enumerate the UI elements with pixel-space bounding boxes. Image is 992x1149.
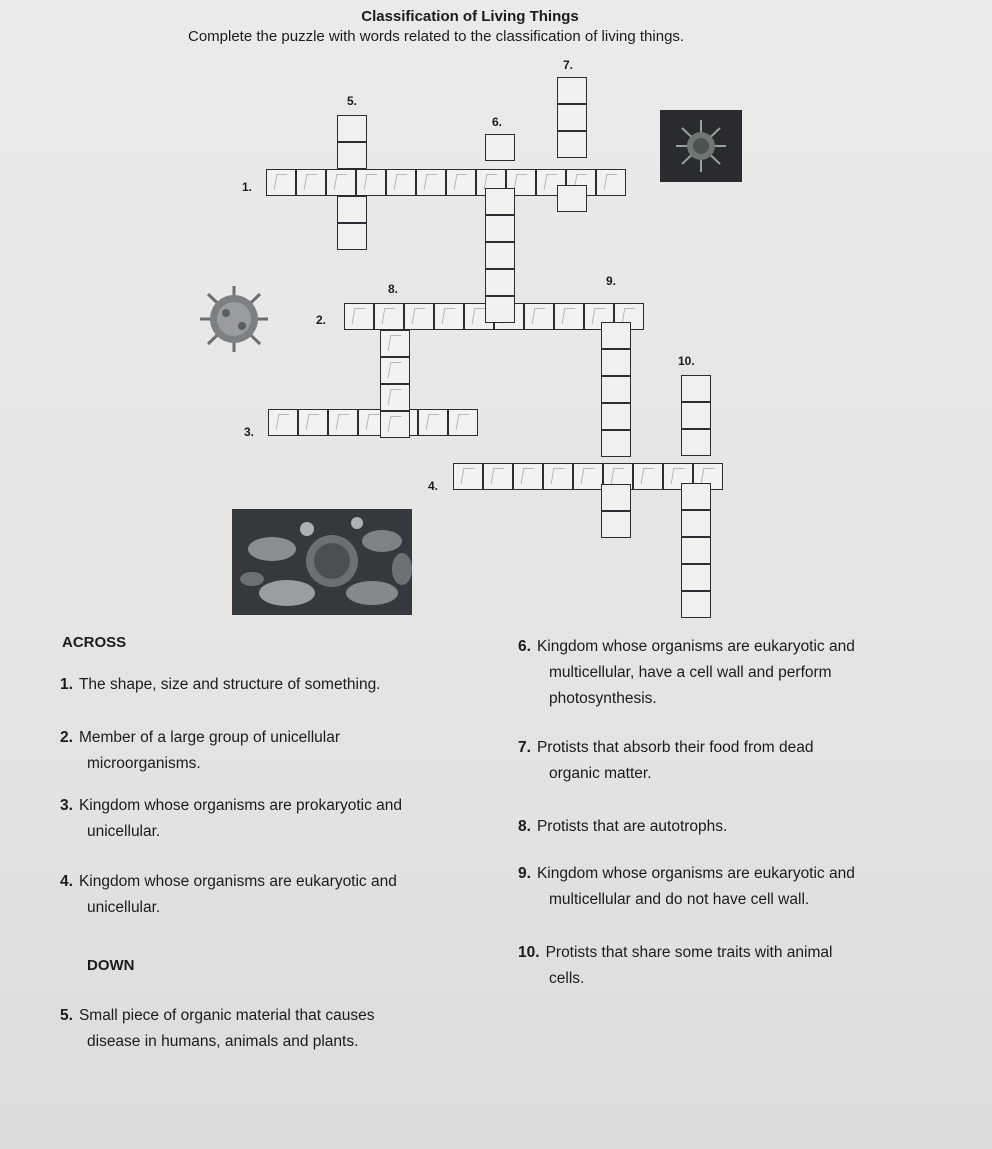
clue-number: 4. xyxy=(60,873,73,890)
across-clue xyxy=(60,725,480,777)
clue-text: unicellular. xyxy=(87,823,161,840)
down-9-cell[interactable] xyxy=(601,403,631,430)
across-2-cell[interactable] xyxy=(344,303,374,330)
across-1-cell[interactable] xyxy=(326,169,356,196)
across-2-cell[interactable] xyxy=(524,303,554,330)
across-1-cell[interactable] xyxy=(596,169,626,196)
across-1-cell[interactable] xyxy=(296,169,326,196)
across-3-cell[interactable] xyxy=(298,409,328,436)
clue-number: 7. xyxy=(518,739,531,756)
down-6-cell[interactable] xyxy=(485,134,515,161)
page-subtitle: Complete the puzzle with words related to the classification of living things. xyxy=(188,28,685,45)
down-5-cell[interactable] xyxy=(337,223,367,250)
down-clue xyxy=(518,634,958,712)
clue-text: Kingdom whose organisms are prokaryotic and xyxy=(78,797,403,814)
across-3-cell[interactable] xyxy=(418,409,448,436)
across-2-cell[interactable] xyxy=(374,303,404,330)
down-6-cell[interactable] xyxy=(485,188,515,215)
across-4-cell[interactable] xyxy=(483,463,513,490)
down-5-cell[interactable] xyxy=(337,115,367,142)
down-7-cell[interactable] xyxy=(557,185,587,212)
clue-text: Kingdom whose organisms are eukaryotic and xyxy=(78,873,397,890)
across-4-cell[interactable] xyxy=(573,463,603,490)
across-4-cell[interactable] xyxy=(633,463,663,490)
across-1-cell[interactable] xyxy=(356,169,386,196)
grid-number: 10. xyxy=(678,354,695,368)
down-10-cell[interactable] xyxy=(681,564,711,591)
grid-number: 3. xyxy=(244,425,255,439)
down-9-cell[interactable] xyxy=(601,484,631,511)
clue-text: Member of a large group of unicellular xyxy=(78,729,340,746)
clue-text: Kingdom whose organisms are eukaryotic and xyxy=(536,865,855,882)
down-5-cell[interactable] xyxy=(337,196,367,223)
clue-number: 10. xyxy=(518,944,540,961)
across-1-cell[interactable] xyxy=(416,169,446,196)
virus-image-top-right xyxy=(660,110,742,182)
down-10-cell[interactable] xyxy=(681,483,711,510)
clue-text: Small piece of organic material that causes xyxy=(78,1007,375,1024)
across-clue xyxy=(60,793,480,845)
down-7-cell[interactable] xyxy=(557,131,587,158)
grid-number: 5. xyxy=(347,94,358,108)
down-8-cell[interactable] xyxy=(380,357,410,384)
down-clue xyxy=(518,735,958,787)
down-clue xyxy=(518,940,958,992)
clue-number: 5. xyxy=(60,1007,73,1024)
down-clue xyxy=(518,814,958,840)
across-4-cell[interactable] xyxy=(513,463,543,490)
down-clue xyxy=(518,861,958,913)
clue-text: Protists that share some traits with animal xyxy=(545,944,833,961)
across-1-cell[interactable] xyxy=(446,169,476,196)
down-8-cell[interactable] xyxy=(380,330,410,357)
clue-number: 2. xyxy=(60,729,73,746)
clue-text: unicellular. xyxy=(87,899,161,916)
clue-number: 3. xyxy=(60,797,73,814)
across-3-cell[interactable] xyxy=(448,409,478,436)
across-2-cell[interactable] xyxy=(434,303,464,330)
down-7-cell[interactable] xyxy=(557,104,587,131)
down-9-cell[interactable] xyxy=(601,430,631,457)
down-10-cell[interactable] xyxy=(681,591,711,618)
down-9-cell[interactable] xyxy=(601,511,631,538)
across-header: ACROSS xyxy=(62,634,127,651)
grid-number: 7. xyxy=(563,58,574,72)
clue-number: 6. xyxy=(518,638,531,655)
down-5-cell[interactable] xyxy=(337,142,367,169)
clue-text: organic matter. xyxy=(549,765,652,782)
clue-text: multicellular, have a cell wall and perform xyxy=(549,664,832,681)
down-9-cell[interactable] xyxy=(601,376,631,403)
microorganisms-image xyxy=(232,509,412,615)
clue-number: 8. xyxy=(518,818,531,835)
down-clue xyxy=(60,1003,480,1055)
across-clue xyxy=(60,869,480,921)
down-8-cell[interactable] xyxy=(380,384,410,411)
down-10-cell[interactable] xyxy=(681,402,711,429)
down-10-cell[interactable] xyxy=(681,510,711,537)
across-1-cell[interactable] xyxy=(266,169,296,196)
grid-number: 4. xyxy=(428,479,439,493)
down-6-cell[interactable] xyxy=(485,296,515,323)
virus-image-left xyxy=(196,282,272,356)
grid-number: 6. xyxy=(492,115,503,129)
grid-number: 1. xyxy=(242,180,253,194)
clue-text: disease in humans, animals and plants. xyxy=(87,1033,359,1050)
down-7-cell[interactable] xyxy=(557,77,587,104)
clue-text: multicellular and do not have cell wall. xyxy=(549,891,810,908)
across-3-cell[interactable] xyxy=(268,409,298,436)
across-1-cell[interactable] xyxy=(386,169,416,196)
down-9-cell[interactable] xyxy=(601,322,631,349)
down-6-cell[interactable] xyxy=(485,242,515,269)
across-4-cell[interactable] xyxy=(543,463,573,490)
clue-text: photosynthesis. xyxy=(549,690,657,707)
clue-text: Protists that are autotrophs. xyxy=(536,818,728,835)
down-6-cell[interactable] xyxy=(485,269,515,296)
clue-text: Kingdom whose organisms are eukaryotic and xyxy=(536,638,855,655)
down-9-cell[interactable] xyxy=(601,349,631,376)
across-3-cell[interactable] xyxy=(328,409,358,436)
across-4-cell[interactable] xyxy=(453,463,483,490)
grid-number: 2. xyxy=(316,313,327,327)
clue-number: 9. xyxy=(518,865,531,882)
clue-text: microorganisms. xyxy=(87,755,201,772)
clue-text: cells. xyxy=(549,970,585,987)
page-title: Classification of Living Things xyxy=(361,8,579,25)
down-10-cell[interactable] xyxy=(681,537,711,564)
across-2-cell[interactable] xyxy=(404,303,434,330)
clue-text: The shape, size and structure of something. xyxy=(78,676,381,693)
clue-number: 1. xyxy=(60,676,73,693)
down-8-cell[interactable] xyxy=(380,411,410,438)
down-10-cell[interactable] xyxy=(681,429,711,456)
clue-text: Protists that absorb their food from dead xyxy=(536,739,814,756)
down-6-cell[interactable] xyxy=(485,215,515,242)
grid-number: 8. xyxy=(388,282,399,296)
down-header: DOWN xyxy=(87,957,135,974)
down-10-cell[interactable] xyxy=(681,375,711,402)
across-clue xyxy=(60,672,480,698)
grid-number: 9. xyxy=(606,274,617,288)
across-2-cell[interactable] xyxy=(554,303,584,330)
